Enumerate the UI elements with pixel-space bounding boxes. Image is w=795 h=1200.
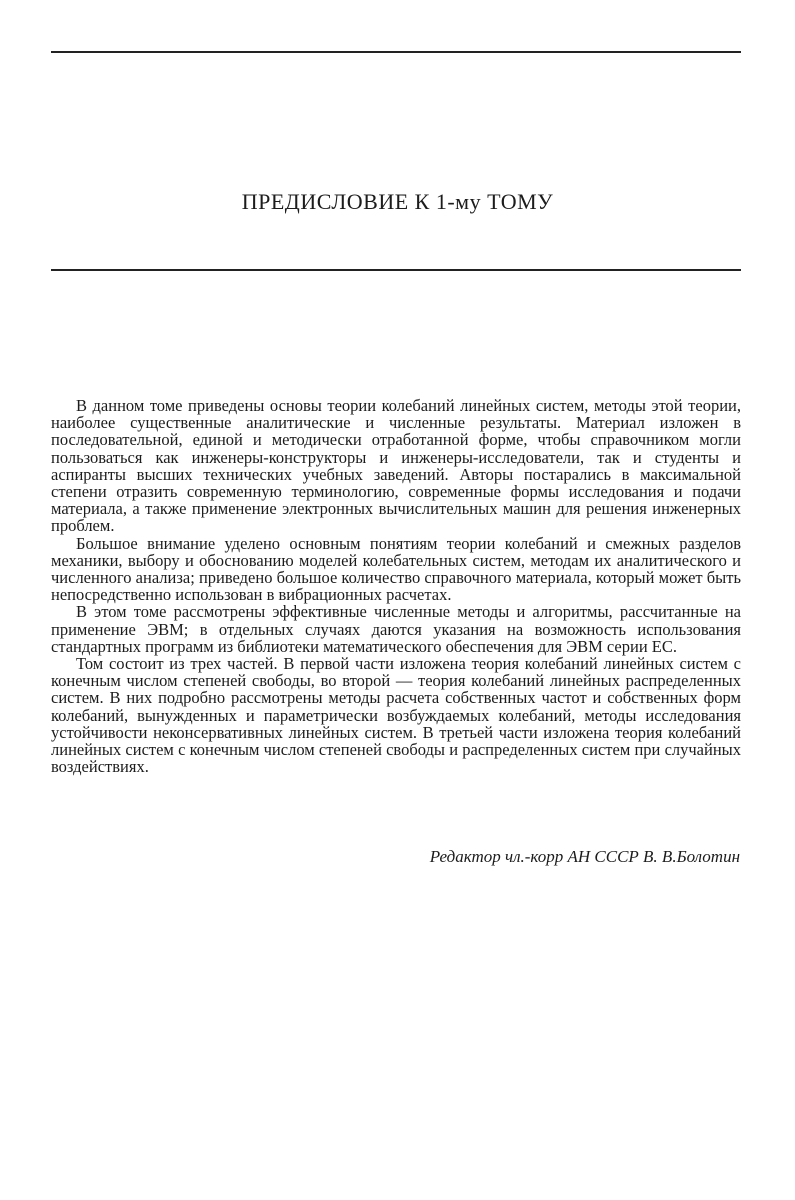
editor-signature: Редактор чл.-корр АН СССР В. В.Болотин [429,847,740,866]
top-divider [51,51,741,53]
paragraph-1: В данном томе приведены основы теории колебаний линейных систем, методы этой теории, наиболее существенные аналитические и численные результаты. Материал изложен в последовательной, единой и методически отработанной форме, чтобы справочником могли пользоваться как инженеры-конструкторы и инженеры-исследователи, так и студенты и аспиранты высших технических учебных заведений. Авторы постарались в максимальной степени отразить современную терминологию, современные формы исследования и подачи материала, а также применение электронных вычислительных машин для решения инженерных проблем. [51,396,741,536]
paragraph-2: Большое внимание уделено основным понятиям теории колебаний и смежных разделов механики, выбору и обоснованию моделей колебательных систем, методам их аналитического и численного анализа; приведено большое количество справочного материала, который может быть непосредственно использован в вибрационных расчетах. [51,533,741,605]
page-title: ПРЕДИСЛОВИЕ К 1-му ТОМУ [241,189,554,214]
paragraph-4: Том состоит из трех частей. В первой части изложена теория колебаний линейных систем с конечным числом степеней свободы, во второй — теория колебаний линейных распределенных систем. В них подробно рассмотрены методы расчета собственных частот и собственных форм колебаний, вынужденных и параметрически возбуждаемых колебаний, методы исследования устойчивости неконсервативных линейных систем. В третьей части изложена теория колебаний линейных систем с конечным числом степеней свободы и распределенных систем при случайных воздействиях. [51,654,741,777]
title-divider [51,269,741,271]
preface-text [51,397,741,775]
paragraph-3: В этом томе рассмотрены эффективные численные методы и алгоритмы, рассчитанные на применение ЭВМ; в отдельных случаях даются указания на возможность использования стандартных программ из библиотеки математического обеспечения для ЭВМ серии ЕС. [51,602,741,656]
